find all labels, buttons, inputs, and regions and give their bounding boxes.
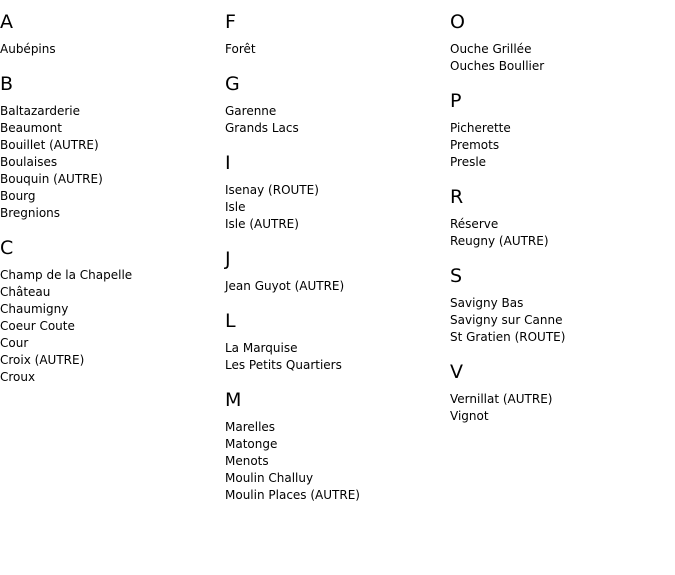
entry-list — [0, 267, 220, 386]
entry-list — [0, 41, 220, 58]
entry-list — [225, 419, 445, 504]
place-link[interactable]: St Gratien (ROUTE) — [450, 330, 566, 344]
place-link[interactable]: Grands Lacs — [225, 121, 299, 135]
letter-heading: G — [225, 73, 240, 95]
entry-list — [225, 41, 445, 58]
letter-heading: F — [225, 11, 236, 33]
place-link[interactable]: Forêt — [225, 42, 256, 56]
place-link[interactable]: Moulin Places (AUTRE) — [225, 488, 360, 502]
letter-section-f — [225, 12, 445, 58]
letter-heading: L — [225, 310, 236, 332]
entry-list — [450, 295, 670, 346]
letter-heading: M — [225, 389, 242, 411]
place-link[interactable]: Isle (AUTRE) — [225, 217, 299, 231]
letter-section-g — [225, 74, 445, 137]
letter-section-o — [450, 12, 670, 75]
place-link[interactable]: Menots — [225, 454, 269, 468]
place-link[interactable]: Bouquin (AUTRE) — [0, 172, 103, 186]
place-link[interactable]: Garenne — [225, 104, 277, 118]
entry-list — [0, 103, 220, 222]
letter-section-r — [450, 187, 670, 250]
place-link[interactable]: Moulin Challuy — [225, 471, 314, 485]
entry-list — [450, 120, 670, 171]
place-link[interactable]: Ouches Boullier — [450, 59, 545, 73]
place-link[interactable]: Vignot — [450, 409, 489, 423]
letter-heading: A — [0, 11, 13, 33]
place-link[interactable]: Isenay (ROUTE) — [225, 183, 319, 197]
place-link[interactable]: Réserve — [450, 217, 499, 231]
place-link[interactable]: Premots — [450, 138, 500, 152]
letter-heading: B — [0, 73, 14, 95]
letter-heading: O — [450, 11, 465, 33]
letter-section-m — [225, 390, 445, 504]
place-link[interactable]: Jean Guyot (AUTRE) — [225, 279, 345, 293]
letter-section-b — [0, 74, 220, 222]
letter-heading: R — [450, 186, 464, 208]
index-column-3 — [450, 12, 670, 441]
index-column-2 — [225, 12, 445, 520]
letter-section-j — [225, 249, 445, 295]
letter-heading: P — [450, 90, 462, 112]
place-link[interactable]: Château — [0, 285, 51, 299]
letter-section-a — [0, 12, 220, 58]
place-link[interactable]: Beaumont — [0, 121, 62, 135]
place-link[interactable]: Ouche Grillée — [450, 42, 532, 56]
place-link[interactable]: Picherette — [450, 121, 511, 135]
letter-section-l — [225, 311, 445, 374]
place-link[interactable]: Chaumigny — [0, 302, 69, 316]
letter-heading: I — [225, 152, 231, 174]
letter-heading: J — [225, 248, 231, 270]
entry-list — [225, 340, 445, 374]
entry-list — [225, 278, 445, 295]
place-link[interactable]: Les Petits Quartiers — [225, 358, 342, 372]
place-link[interactable]: Baltazarderie — [0, 104, 81, 118]
letter-section-s — [450, 266, 670, 346]
place-link[interactable]: Croux — [0, 370, 36, 384]
place-link[interactable]: Cour — [0, 336, 29, 350]
place-link[interactable]: Marelles — [225, 420, 276, 434]
place-link[interactable]: Bouillet (AUTRE) — [0, 138, 99, 152]
place-link[interactable]: Boulaises — [0, 155, 58, 169]
letter-heading: C — [0, 237, 14, 259]
place-link[interactable]: Coeur Coute — [0, 319, 75, 333]
entry-list — [225, 182, 445, 233]
letter-heading: V — [450, 361, 463, 383]
entry-list — [225, 103, 445, 137]
place-link[interactable]: Vernillat (AUTRE) — [450, 392, 553, 406]
letter-section-i — [225, 153, 445, 233]
letter-section-v — [450, 362, 670, 425]
place-link[interactable]: Champ de la Chapelle — [0, 268, 133, 282]
place-link[interactable]: Reugny (AUTRE) — [450, 234, 549, 248]
place-link[interactable]: Aubépins — [0, 42, 56, 56]
place-link[interactable]: Croix (AUTRE) — [0, 353, 85, 367]
entry-list — [450, 391, 670, 425]
place-link[interactable]: Presle — [450, 155, 487, 169]
place-link[interactable]: Bourg — [0, 189, 36, 203]
letter-section-c — [0, 238, 220, 386]
letter-section-p — [450, 91, 670, 171]
place-link[interactable]: Matonge — [225, 437, 278, 451]
place-link[interactable]: Isle — [225, 200, 246, 214]
place-link[interactable]: La Marquise — [225, 341, 298, 355]
place-link[interactable]: Savigny Bas — [450, 296, 524, 310]
letter-heading: S — [450, 265, 463, 287]
entry-list — [450, 41, 670, 75]
place-link[interactable]: Savigny sur Canne — [450, 313, 563, 327]
place-link[interactable]: Bregnions — [0, 206, 61, 220]
entry-list — [450, 216, 670, 250]
index-column-1 — [0, 12, 220, 402]
